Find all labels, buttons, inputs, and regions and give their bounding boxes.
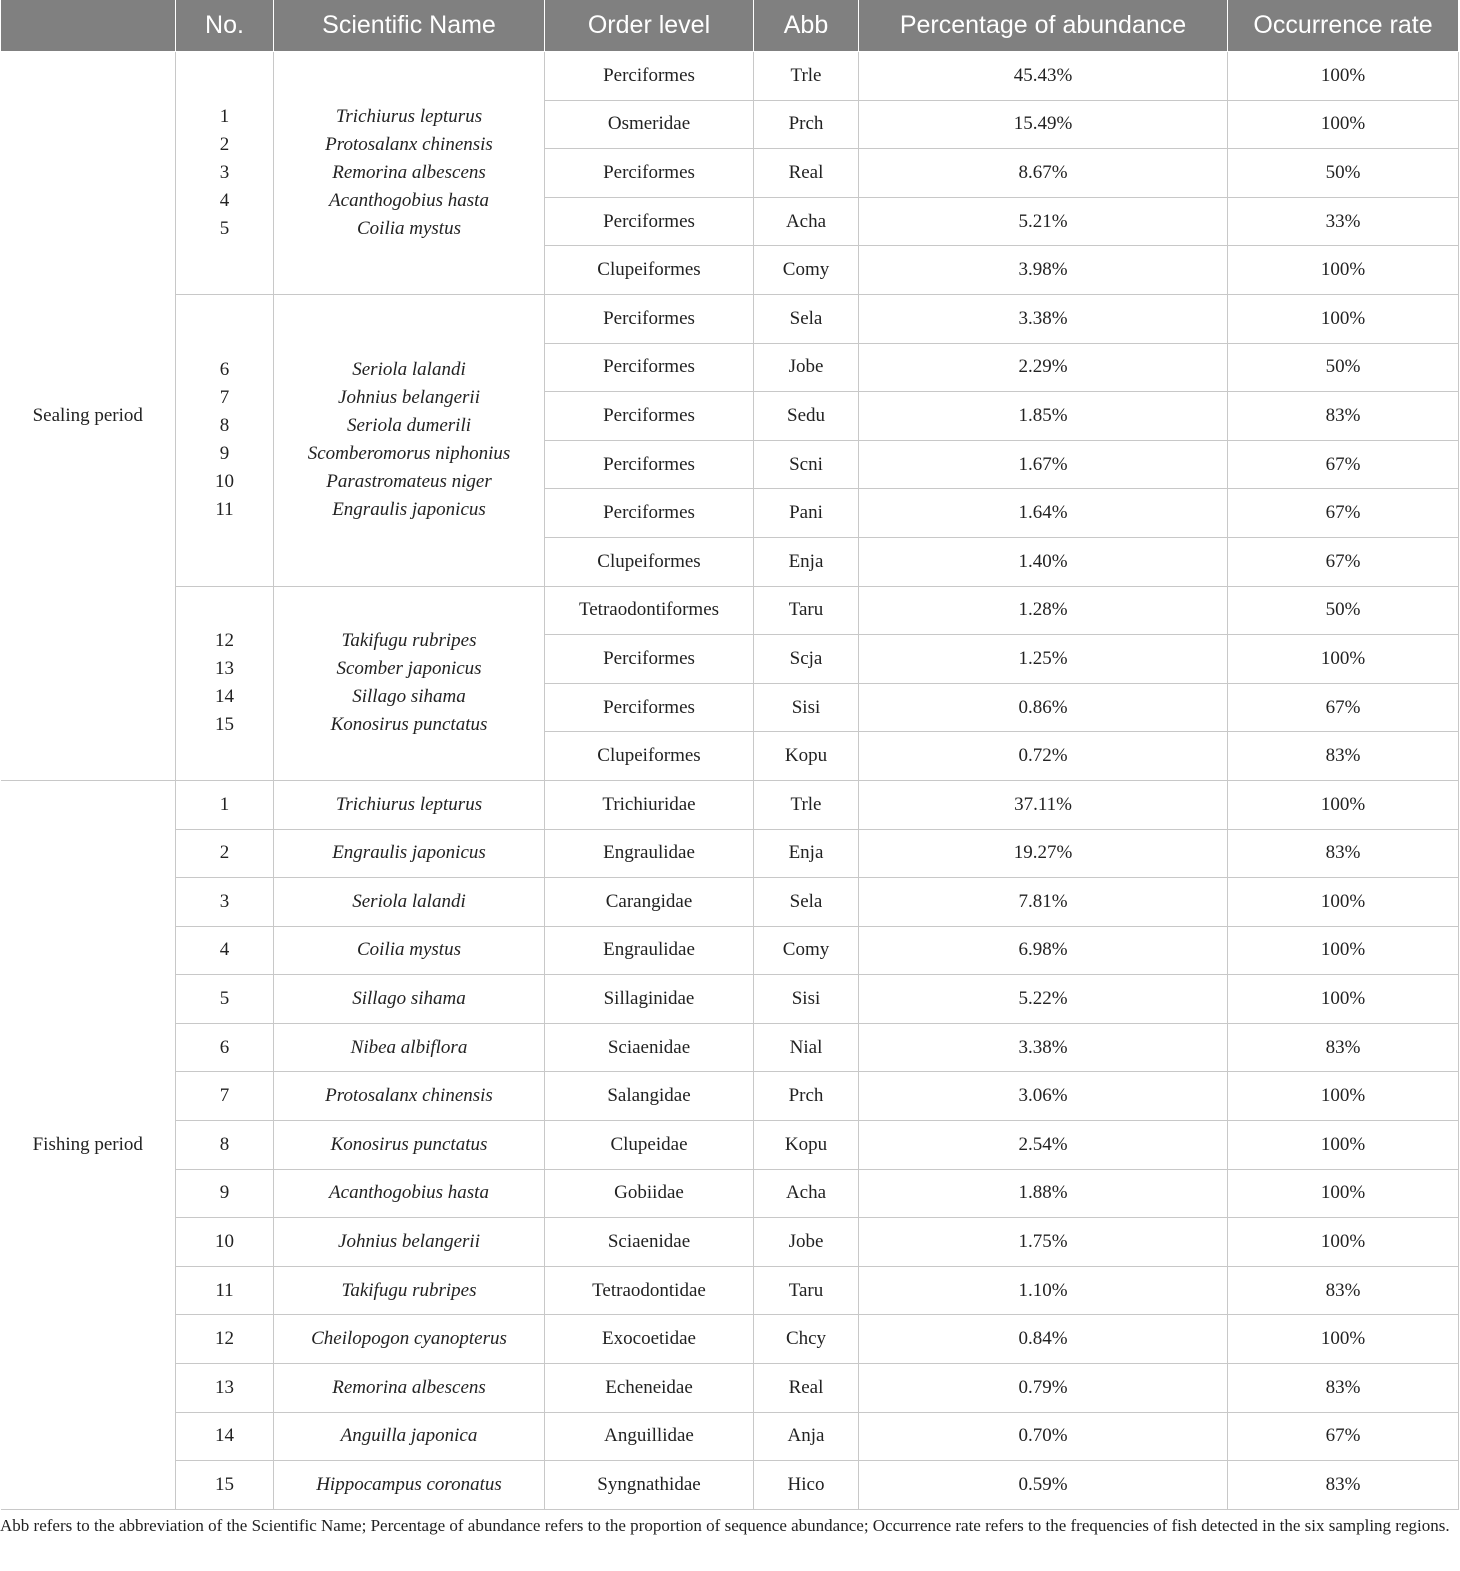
occurrence-cell: 100% <box>1228 52 1459 101</box>
scientific-names-line: Scomberomorus niphonius <box>307 443 511 465</box>
scientific-names-line: Trichiurus lepturus <box>335 105 483 127</box>
order-level-cell: Clupeiformes <box>545 732 754 781</box>
scientific-name-cell: Remorina albescens <box>274 1364 545 1413</box>
order-level-cell: Salangidae <box>545 1072 754 1121</box>
occurrence-cell: 50% <box>1228 343 1459 392</box>
species-numbers-line: 15 <box>215 714 234 736</box>
table-row <box>1 1266 1459 1315</box>
number-cell: 5 <box>176 975 274 1024</box>
percentage-cell: 5.21% <box>859 197 1228 246</box>
table-row <box>1 294 1459 343</box>
species-numbers-line: 13 <box>215 658 234 680</box>
occurrence-cell: 100% <box>1228 1169 1459 1218</box>
header-scientific-name: Scientific Name <box>274 0 545 52</box>
table-row <box>1 586 1459 635</box>
percentage-cell: 0.59% <box>859 1461 1228 1510</box>
order-level-cell: Perciformes <box>545 343 754 392</box>
occurrence-cell: 100% <box>1228 1218 1459 1267</box>
occurrence-cell: 100% <box>1228 635 1459 684</box>
scientific-name-cell: Coilia mystus <box>274 926 545 975</box>
abb-cell: Enja <box>754 537 859 586</box>
number-cell: 15 <box>176 1461 274 1510</box>
abb-cell: Acha <box>754 197 859 246</box>
percentage-cell: 15.49% <box>859 100 1228 149</box>
species-numbers-line: 6 <box>219 359 230 381</box>
occurrence-cell: 100% <box>1228 100 1459 149</box>
abb-cell: Real <box>754 1364 859 1413</box>
percentage-cell: 1.88% <box>859 1169 1228 1218</box>
occurrence-cell: 100% <box>1228 246 1459 295</box>
header-period <box>1 0 176 52</box>
header-no: No. <box>176 0 274 52</box>
abb-cell: Trle <box>754 52 859 101</box>
header-occurrence: Occurrence rate <box>1228 0 1459 52</box>
percentage-cell: 3.38% <box>859 294 1228 343</box>
table-row <box>1 780 1459 829</box>
percentage-cell: 2.54% <box>859 1121 1228 1170</box>
species-numbers-line: 3 <box>219 161 230 183</box>
occurrence-cell: 67% <box>1228 440 1459 489</box>
order-level-cell: Carangidae <box>545 878 754 927</box>
order-level-cell: Perciformes <box>545 197 754 246</box>
species-numbers-line: 10 <box>215 471 234 493</box>
scientific-name-cell: Konosirus punctatus <box>274 1121 545 1170</box>
abb-cell: Comy <box>754 926 859 975</box>
percentage-cell: 0.79% <box>859 1364 1228 1413</box>
occurrence-cell: 83% <box>1228 1023 1459 1072</box>
abb-cell: Enja <box>754 829 859 878</box>
scientific-name-cell: Hippocampus coronatus <box>274 1461 545 1510</box>
percentage-cell: 1.85% <box>859 392 1228 441</box>
percentage-cell: 7.81% <box>859 878 1228 927</box>
species-numbers <box>176 52 274 295</box>
number-cell: 7 <box>176 1072 274 1121</box>
order-level-cell: Sillaginidae <box>545 975 754 1024</box>
species-numbers <box>176 294 274 586</box>
number-cell: 10 <box>176 1218 274 1267</box>
occurrence-cell: 100% <box>1228 780 1459 829</box>
scientific-name-cell: Anguilla japonica <box>274 1412 545 1461</box>
order-level-cell: Sciaenidae <box>545 1218 754 1267</box>
scientific-names-line: Konosirus punctatus <box>330 714 488 736</box>
occurrence-cell: 83% <box>1228 829 1459 878</box>
percentage-cell: 1.40% <box>859 537 1228 586</box>
scientific-name-cell: Sillago sihama <box>274 975 545 1024</box>
percentage-cell: 0.86% <box>859 683 1228 732</box>
table-row <box>1 975 1459 1024</box>
occurrence-cell: 67% <box>1228 489 1459 538</box>
species-numbers-line: 8 <box>219 415 230 437</box>
table-row <box>1 1121 1459 1170</box>
occurrence-cell: 67% <box>1228 683 1459 732</box>
species-numbers-line: 9 <box>219 443 230 465</box>
order-level-cell: Trichiuridae <box>545 780 754 829</box>
percentage-cell: 0.84% <box>859 1315 1228 1364</box>
species-numbers-line: 2 <box>219 133 230 155</box>
percentage-cell: 0.70% <box>859 1412 1228 1461</box>
species-numbers-line: 7 <box>219 387 230 409</box>
table-row <box>1 1169 1459 1218</box>
occurrence-cell: 100% <box>1228 926 1459 975</box>
abb-cell: Pani <box>754 489 859 538</box>
order-level-cell: Exocoetidae <box>545 1315 754 1364</box>
table-row <box>1 1023 1459 1072</box>
percentage-cell: 3.98% <box>859 246 1228 295</box>
scientific-names-line: Seriola lalandi <box>352 359 466 381</box>
number-cell: 11 <box>176 1266 274 1315</box>
occurrence-cell: 83% <box>1228 392 1459 441</box>
scientific-names-line: Engraulis japonicus <box>332 499 486 521</box>
table-row <box>1 1364 1459 1413</box>
abb-cell: Kopu <box>754 1121 859 1170</box>
header-row <box>1 0 1459 52</box>
percentage-cell: 5.22% <box>859 975 1228 1024</box>
period-label-sealing: Sealing period <box>1 52 176 781</box>
abb-cell: Taru <box>754 586 859 635</box>
percentage-cell: 19.27% <box>859 829 1228 878</box>
occurrence-cell: 83% <box>1228 1266 1459 1315</box>
order-level-cell: Perciformes <box>545 635 754 684</box>
table-row <box>1 1461 1459 1510</box>
abb-cell: Comy <box>754 246 859 295</box>
table-row <box>1 1315 1459 1364</box>
order-level-cell: Engraulidae <box>545 829 754 878</box>
occurrence-cell: 100% <box>1228 1121 1459 1170</box>
percentage-cell: 1.67% <box>859 440 1228 489</box>
abb-cell: Sedu <box>754 392 859 441</box>
abb-cell: Kopu <box>754 732 859 781</box>
header-percentage: Percentage of abundance <box>859 0 1228 52</box>
scientific-names <box>274 294 545 586</box>
occurrence-cell: 83% <box>1228 1364 1459 1413</box>
abb-cell: Sisi <box>754 683 859 732</box>
occurrence-cell: 100% <box>1228 294 1459 343</box>
scientific-names-line: Coilia mystus <box>357 217 461 239</box>
percentage-cell: 1.28% <box>859 586 1228 635</box>
period-label-fishing: Fishing period <box>1 780 176 1509</box>
occurrence-cell: 83% <box>1228 732 1459 781</box>
order-level-cell: Clupeiformes <box>545 246 754 295</box>
abb-cell: Trle <box>754 780 859 829</box>
order-level-cell: Engraulidae <box>545 926 754 975</box>
order-level-cell: Echeneidae <box>545 1364 754 1413</box>
table-row <box>1 52 1459 101</box>
footnote: Abb refers to the abbreviation of the Scientific Name; Percentage of abundance refers to the proportion of sequence abundance; Occurrence rate refers to the frequencies of fish detected in the six sampling regions. <box>0 1515 1450 1535</box>
order-level-cell: Tetraodontiformes <box>545 586 754 635</box>
scientific-name-cell: Acanthogobius hasta <box>274 1169 545 1218</box>
order-level-cell: Perciformes <box>545 489 754 538</box>
table-row <box>1 878 1459 927</box>
number-cell: 6 <box>176 1023 274 1072</box>
species-numbers-line: 5 <box>219 217 230 239</box>
order-level-cell: Perciformes <box>545 683 754 732</box>
order-level-cell: Sciaenidae <box>545 1023 754 1072</box>
scientific-name-cell: Cheilopogon cyanopterus <box>274 1315 545 1364</box>
occurrence-cell: 83% <box>1228 1461 1459 1510</box>
order-level-cell: Perciformes <box>545 392 754 441</box>
order-level-cell: Perciformes <box>545 440 754 489</box>
scientific-name-cell: Trichiurus lepturus <box>274 780 545 829</box>
scientific-names <box>274 586 545 780</box>
order-level-cell: Perciformes <box>545 294 754 343</box>
abb-cell: Scni <box>754 440 859 489</box>
scientific-names-line: Takifugu rubripes <box>341 630 477 652</box>
scientific-names-line: Protosalanx chinensis <box>325 133 493 155</box>
abb-cell: Scja <box>754 635 859 684</box>
order-level-cell: Perciformes <box>545 52 754 101</box>
number-cell: 12 <box>176 1315 274 1364</box>
abb-cell: Sela <box>754 878 859 927</box>
abb-cell: Acha <box>754 1169 859 1218</box>
percentage-cell: 1.10% <box>859 1266 1228 1315</box>
occurrence-cell: 67% <box>1228 1412 1459 1461</box>
percentage-cell: 3.38% <box>859 1023 1228 1072</box>
occurrence-cell: 50% <box>1228 149 1459 198</box>
species-numbers-line: 4 <box>219 189 230 211</box>
occurrence-cell: 50% <box>1228 586 1459 635</box>
scientific-names-line: Seriola dumerili <box>346 415 472 437</box>
scientific-names-line: Sillago sihama <box>352 686 466 708</box>
scientific-name-cell: Protosalanx chinensis <box>274 1072 545 1121</box>
species-numbers-line: 12 <box>215 630 234 652</box>
occurrence-cell: 100% <box>1228 1315 1459 1364</box>
table-row <box>1 829 1459 878</box>
scientific-name-cell: Nibea albiflora <box>274 1023 545 1072</box>
percentage-cell: 1.75% <box>859 1218 1228 1267</box>
species-numbers <box>176 586 274 780</box>
percentage-cell: 8.67% <box>859 149 1228 198</box>
abb-cell: Jobe <box>754 1218 859 1267</box>
scientific-names-line: Remorina albescens <box>332 161 486 183</box>
occurrence-cell: 100% <box>1228 1072 1459 1121</box>
occurrence-cell: 33% <box>1228 197 1459 246</box>
percentage-cell: 1.25% <box>859 635 1228 684</box>
scientific-name-cell: Seriola lalandi <box>274 878 545 927</box>
abb-cell: Sela <box>754 294 859 343</box>
percentage-cell: 37.11% <box>859 780 1228 829</box>
scientific-name-cell: Engraulis japonicus <box>274 829 545 878</box>
abb-cell: Sisi <box>754 975 859 1024</box>
table-row <box>1 926 1459 975</box>
order-level-cell: Clupeidae <box>545 1121 754 1170</box>
number-cell: 14 <box>176 1412 274 1461</box>
order-level-cell: Gobiidae <box>545 1169 754 1218</box>
order-level-cell: Osmeridae <box>545 100 754 149</box>
abb-cell: Chcy <box>754 1315 859 1364</box>
scientific-names-line: Acanthogobius hasta <box>329 189 489 211</box>
table-row <box>1 1412 1459 1461</box>
number-cell: 8 <box>176 1121 274 1170</box>
order-level-cell: Anguillidae <box>545 1412 754 1461</box>
table-row <box>1 1072 1459 1121</box>
percentage-cell: 1.64% <box>859 489 1228 538</box>
number-cell: 3 <box>176 878 274 927</box>
scientific-names-line: Scomber japonicus <box>336 658 482 680</box>
percentage-cell: 3.06% <box>859 1072 1228 1121</box>
abb-cell: Nial <box>754 1023 859 1072</box>
percentage-cell: 2.29% <box>859 343 1228 392</box>
species-numbers-line: 14 <box>215 686 234 708</box>
abb-cell: Hico <box>754 1461 859 1510</box>
scientific-names-line: Parastromateus niger <box>326 471 492 493</box>
table-row <box>1 1218 1459 1267</box>
abb-cell: Prch <box>754 1072 859 1121</box>
scientific-names <box>274 52 545 295</box>
abb-cell: Jobe <box>754 343 859 392</box>
abb-cell: Real <box>754 149 859 198</box>
order-level-cell: Syngnathidae <box>545 1461 754 1510</box>
percentage-cell: 45.43% <box>859 52 1228 101</box>
number-cell: 2 <box>176 829 274 878</box>
occurrence-cell: 100% <box>1228 975 1459 1024</box>
species-numbers-line: 1 <box>219 105 230 127</box>
species-numbers-line: 11 <box>215 499 234 521</box>
abb-cell: Anja <box>754 1412 859 1461</box>
order-level-cell: Tetraodontidae <box>545 1266 754 1315</box>
order-level-cell: Clupeiformes <box>545 537 754 586</box>
abb-cell: Taru <box>754 1266 859 1315</box>
occurrence-cell: 67% <box>1228 537 1459 586</box>
order-level-cell: Perciformes <box>545 149 754 198</box>
number-cell: 1 <box>176 780 274 829</box>
header-abb: Abb <box>754 0 859 52</box>
header-order-level: Order level <box>545 0 754 52</box>
number-cell: 13 <box>176 1364 274 1413</box>
number-cell: 4 <box>176 926 274 975</box>
scientific-name-cell: Takifugu rubripes <box>274 1266 545 1315</box>
percentage-cell: 0.72% <box>859 732 1228 781</box>
percentage-cell: 6.98% <box>859 926 1228 975</box>
abb-cell: Prch <box>754 100 859 149</box>
number-cell: 9 <box>176 1169 274 1218</box>
occurrence-cell: 100% <box>1228 878 1459 927</box>
scientific-name-cell: Johnius belangerii <box>274 1218 545 1267</box>
scientific-names-line: Johnius belangerii <box>338 387 480 409</box>
